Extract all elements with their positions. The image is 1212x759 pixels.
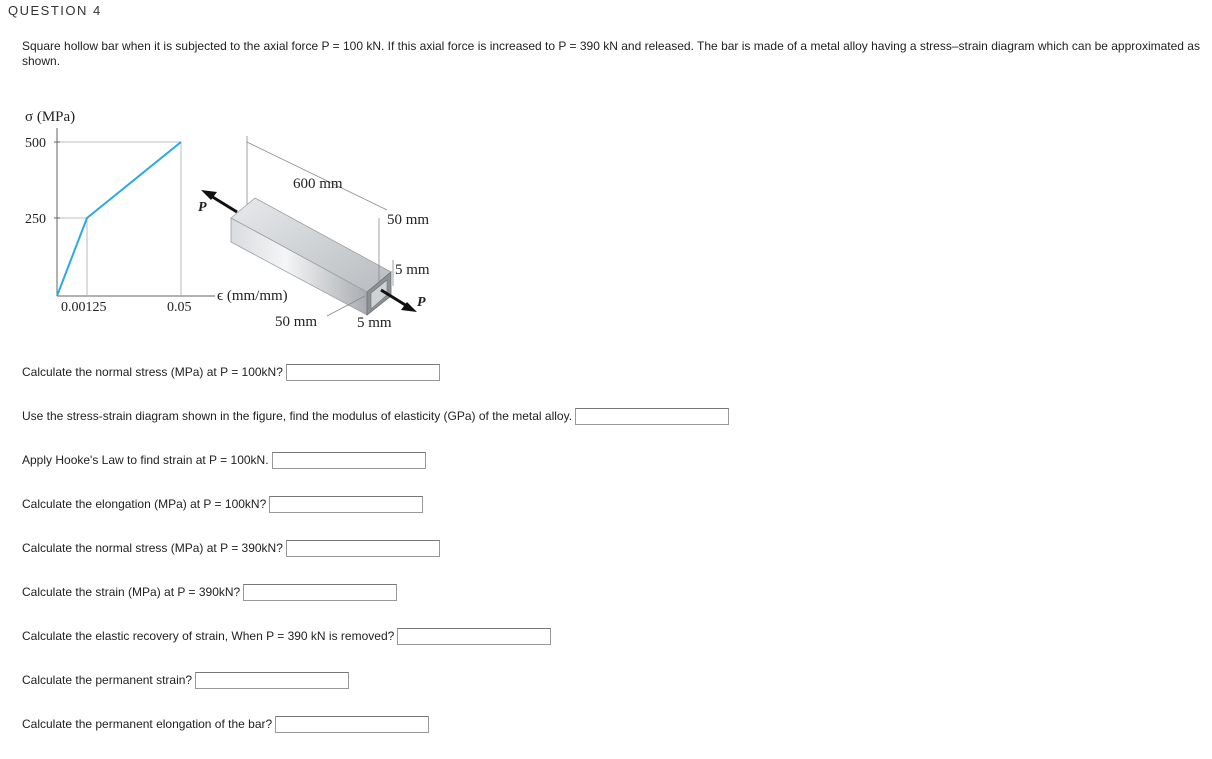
label-thickness-bottom: 5 mm [357,315,392,331]
answer-input-elongation-100[interactable] [269,496,423,513]
question-label: Calculate the normal stress (MPa) at P = 390kN? [22,541,283,555]
answer-input-strain-390[interactable] [243,584,397,601]
question-row [22,714,429,734]
question-label: Apply Hooke's Law to find strain at P = 100kN. [22,453,269,467]
tick-label-x-005: 0.05 [167,300,192,315]
question-label: Calculate the permanent strain? [22,673,193,687]
question-label: Calculate the elastic recovery of strain, When P = 390 kN is removed? [22,629,395,643]
label-width-top: 50 mm [387,212,430,228]
question-row [22,670,349,690]
question-heading: QUESTION 4 [8,3,102,18]
question-row [22,582,397,602]
question-label: Calculate the normal stress (MPa) at P = 100kN? [22,365,283,379]
question-row [22,494,423,514]
answer-input-normal-stress-100[interactable] [286,364,440,381]
question-row [22,626,551,646]
label-force-left: P [198,200,207,215]
answer-input-normal-stress-390[interactable] [286,540,440,557]
tick-label-x-00125: 0.00125 [61,300,107,315]
question-row [22,406,729,426]
answer-input-permanent-strain[interactable] [195,672,349,689]
label-thickness-top: 5 mm [395,262,430,278]
label-length: 600 mm [293,176,343,192]
tick-label-y-250: 250 [25,212,46,227]
question-intro: Square hollow bar when it is subjected to the axial force P = 100 kN. If this axial force is increased to P = 390 kN and released. The bar is made of a metal alloy having a stress–strain diagram which can be approximated as shown. [22,39,1200,68]
question-row [22,450,426,470]
question-row [22,538,440,558]
answer-input-strain-100[interactable] [272,452,426,469]
answer-input-permanent-elongation[interactable] [275,716,429,733]
answer-input-modulus[interactable] [575,408,729,425]
x-axis-label: ϵ (mm/mm) [217,288,288,304]
stress-strain-figure [15,100,475,340]
question-label: Use the stress-strain diagram shown in the figure, find the modulus of elasticity (GPa) of the metal alloy. [22,409,573,423]
question-label: Calculate the elongation (MPa) at P = 100kN? [22,497,267,511]
label-width-bottom: 50 mm [275,314,318,330]
force-arrow-left-shaft [211,196,237,212]
label-force-right: P [417,295,426,310]
question-label: Calculate the strain (MPa) at P = 390kN? [22,585,241,599]
tick-label-y-500: 500 [25,136,46,151]
y-axis-label: σ (MPa) [25,109,76,125]
question-row [22,362,440,382]
answer-input-elastic-recovery[interactable] [397,628,551,645]
stress-strain-curve [57,142,181,296]
question-label: Calculate the permanent elongation of the bar? [22,717,273,731]
figure-svg [15,100,475,340]
